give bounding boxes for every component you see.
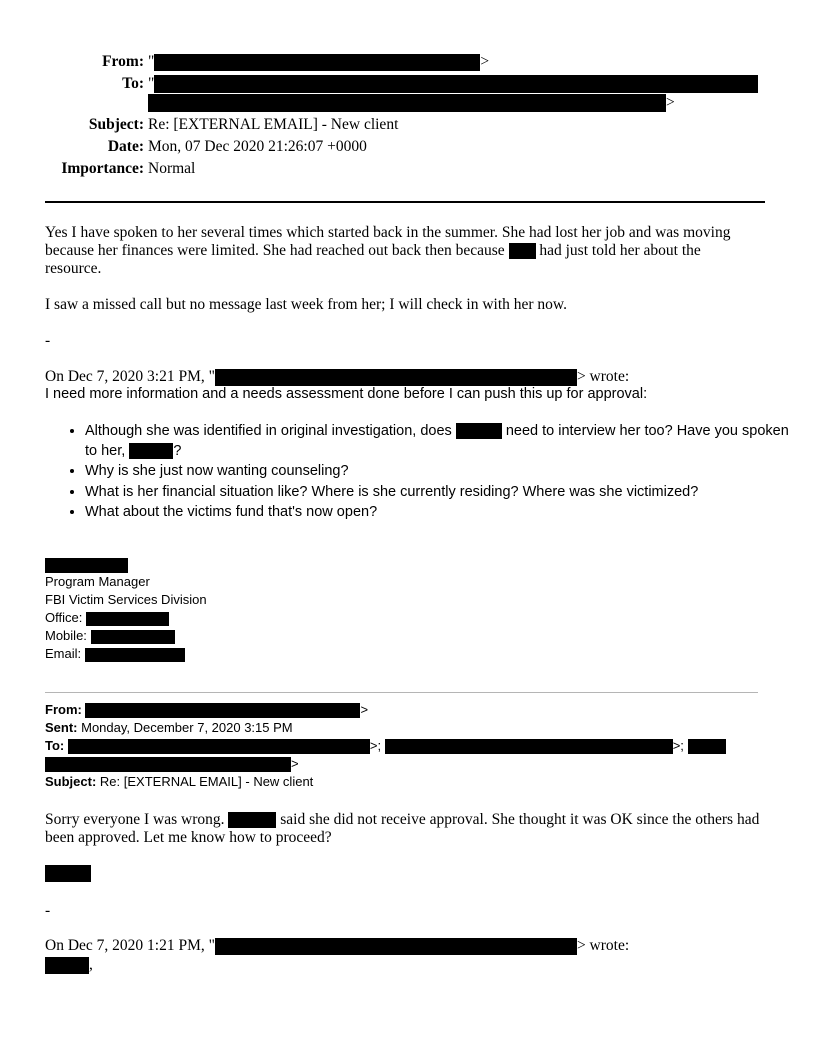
quote-header-2: On Dec 7, 2020 1:21 PM, " > wrote: bbox=[45, 937, 630, 954]
redaction-block bbox=[215, 938, 577, 955]
redaction-block bbox=[45, 865, 91, 882]
redaction-block bbox=[148, 94, 666, 112]
reply-dash: - bbox=[45, 332, 51, 349]
fwd-from: From: > bbox=[45, 702, 369, 717]
from-value: " > bbox=[148, 53, 490, 70]
question-list bbox=[45, 422, 801, 524]
forward-divider bbox=[45, 692, 758, 693]
reply-paragraph-2: I saw a missed call but no message last week from her; I will check in with her now. bbox=[45, 296, 567, 313]
date-label: Date: bbox=[107, 138, 144, 155]
signature-division: FBI Victim Services Division bbox=[45, 592, 207, 607]
subject-value: Re: [EXTERNAL EMAIL] - New client bbox=[148, 116, 399, 133]
redaction-block bbox=[154, 75, 758, 93]
redaction-block bbox=[228, 812, 276, 828]
quote-header-1: On Dec 7, 2020 3:21 PM, " > wrote: bbox=[45, 368, 630, 385]
to-value-cont: > bbox=[148, 94, 675, 112]
from-label: From: bbox=[102, 53, 144, 70]
fwd-to: To: >; >; bbox=[45, 737, 726, 755]
redaction-block bbox=[85, 648, 185, 662]
redaction-block bbox=[215, 369, 577, 386]
header-divider bbox=[45, 201, 765, 203]
redaction-block bbox=[385, 739, 673, 754]
date-value: Mon, 07 Dec 2020 21:26:07 +0000 bbox=[148, 138, 367, 155]
redaction-block bbox=[45, 957, 89, 974]
quote2-salutation: , bbox=[45, 956, 93, 974]
fwd-paragraph: Sorry everyone I was wrong. said she did not receive approval. She thought it was OK since the others had been approved. Let me know how to proceed? bbox=[45, 811, 760, 846]
to-value: " bbox=[148, 75, 758, 93]
redaction-block bbox=[129, 443, 173, 459]
fwd-subject: Subject: Re: [EXTERNAL EMAIL] - New client bbox=[45, 774, 314, 789]
redaction-block bbox=[688, 739, 726, 754]
redaction-block bbox=[45, 558, 128, 573]
redaction-block bbox=[68, 739, 370, 754]
redaction-block bbox=[91, 630, 175, 644]
redaction-block bbox=[154, 54, 480, 71]
signature-office: Office: bbox=[45, 609, 169, 627]
fwd-dash: - bbox=[45, 902, 51, 919]
signature-mobile: Mobile: bbox=[45, 627, 175, 645]
redaction-block bbox=[45, 757, 291, 772]
redaction-block bbox=[85, 703, 360, 718]
list-item: • Why is she just now wanting counseling? bbox=[85, 462, 801, 482]
reply-paragraph: Yes I have spoken to her several times which started back in the summer. She had lost her job and was moving because her finances were limited. She had reached out back then because had just told her about the resource. bbox=[45, 224, 731, 277]
importance-value: Normal bbox=[148, 160, 196, 177]
redaction-block bbox=[86, 612, 169, 626]
redaction-block bbox=[509, 243, 536, 259]
fwd-to-cont: > bbox=[45, 755, 299, 773]
redaction-block bbox=[456, 423, 502, 439]
fwd-sent: Sent: Monday, December 7, 2020 3:15 PM bbox=[45, 720, 293, 735]
signature-title: Program Manager bbox=[45, 574, 150, 589]
subject-label: Subject: bbox=[88, 116, 144, 133]
list-item: • Although she was identified in original investigation, does need to interview her too? Have you spoken to her, ? bbox=[85, 422, 801, 461]
signature-email: Email: bbox=[45, 645, 185, 663]
list-item: • What about the victims fund that's now open? bbox=[85, 503, 801, 523]
importance-label: Importance: bbox=[61, 160, 144, 177]
to-label: To: bbox=[122, 75, 144, 92]
quote-intro: I need more information and a needs assessment done before I can push this up for approval: bbox=[45, 386, 648, 402]
list-item: • What is her financial situation like? Where is she currently residing? Where was she victimized? bbox=[85, 483, 801, 503]
